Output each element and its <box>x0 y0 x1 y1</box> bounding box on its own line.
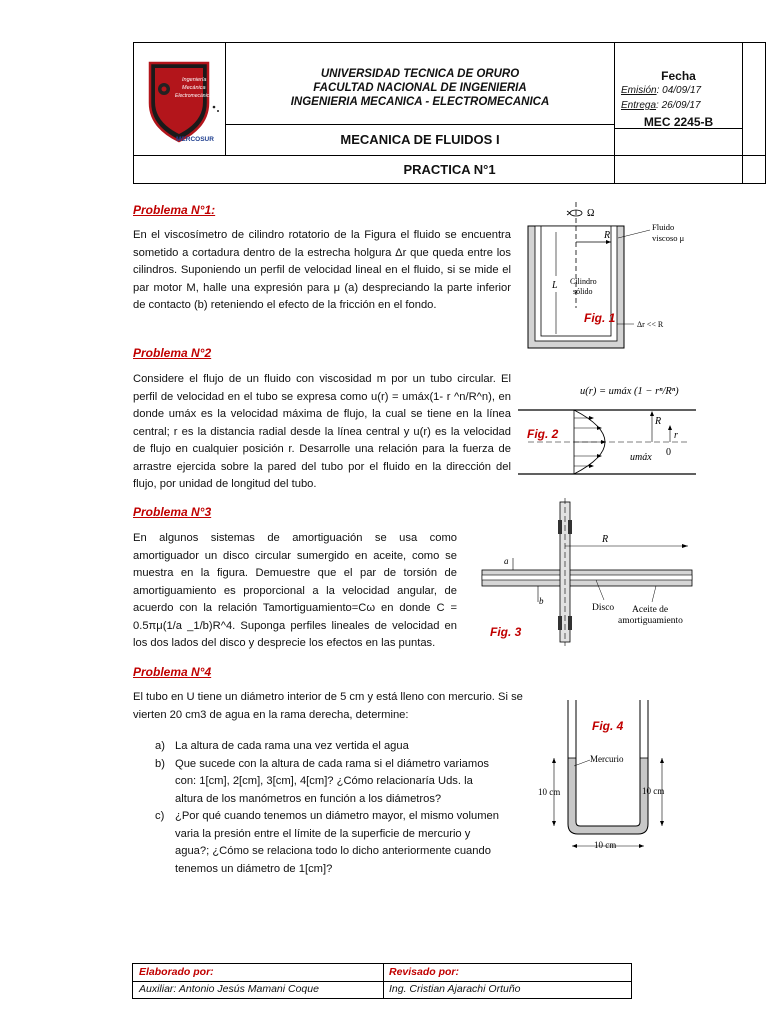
practice-title: PRACTICA N°1 <box>403 162 496 177</box>
fig3-b: b <box>539 596 544 606</box>
faculty-name: FACULTAD NACIONAL DE INGENIERIA <box>313 82 527 94</box>
problem-4-text: El tubo en U tiene un diámetro interior de 5 cm y está lleno con mercurio. Si se vierten 20 cm3 de agua en la rama derecha, determine: <box>133 691 523 721</box>
university-logo <box>136 45 222 145</box>
logo-text-3: Electromecánica <box>175 93 212 99</box>
logo-text-bottom: MERCOSUR <box>176 136 214 143</box>
figure-2-pipe-flow <box>518 374 696 492</box>
logo-text-2: Mecánica <box>182 85 206 91</box>
revisado-label: Revisado por: <box>389 966 460 978</box>
fig1-cyl2: sólido <box>573 287 593 296</box>
list-item-text: Que sucede con la altura de cada rama si el diámetro variamos con: 1[cm], 2[cm], 3[cm], 4[cm]? ¿Cómo relacionaría Uds. la altura de los manómetros en función a los diámetros? <box>175 757 490 805</box>
fig1-fluid2: viscoso μ <box>652 233 685 243</box>
emision-label: Emisión <box>621 85 657 96</box>
fig4-h-right: 10 cm <box>642 786 665 796</box>
list-item <box>155 756 503 809</box>
fecha-label: Fecha <box>661 69 696 83</box>
elaborado-label: Elaborado por: <box>139 966 214 978</box>
problem-1-text: En el viscosímetro de cilindro rotatorio de la Figura el fluido se encuentra sometido a cortadura dentro de la estrecha holgura Δr que queda entre los cilindros. Suponiendo un perfil de velocidad lineal en el fluido, si se mide el par motor M, halle una expresión para μ (a) despreciando la parte inferior de contacto (b) reteniendo el efecto de la fricción en el fondo. <box>133 229 511 311</box>
fig2-umax: umáx <box>630 452 652 463</box>
fig2-zero: 0 <box>666 447 671 458</box>
problem-4-list <box>155 738 503 878</box>
fig3-oil1: Aceite de <box>632 605 669 615</box>
fig3-a: a <box>504 556 509 566</box>
entrega-row <box>621 100 701 111</box>
fig1-cyl1: Cilindro <box>570 277 597 286</box>
fig1-R: R <box>604 230 611 241</box>
problem-1-title: Problema N°1: <box>133 203 216 217</box>
problem-2-title: Problema N°2 <box>133 346 212 360</box>
fig2-R: R <box>655 416 662 427</box>
problem-4-title: Problema N°4 <box>133 665 212 679</box>
fig2-label: Fig. 2 <box>527 427 559 441</box>
list-item-text: ¿Por qué cuando tenemos un diámetro mayor, el mismo volumen varia la presión entre el límite de la superficie de mercurio y agua?; ¿Cómo se relaciona todo lo dicho anteriormente cuando tenemos un diámetro de 1[cm]? <box>175 810 499 875</box>
figure-3-disc-damper <box>476 498 698 648</box>
entrega-value: : 26/09/17 <box>656 100 701 111</box>
fig3-disco: Disco <box>592 603 615 613</box>
fig1-omega: Ω <box>587 208 595 219</box>
header-table <box>133 42 766 184</box>
fig4-mercurio: Mercurio <box>590 754 624 764</box>
elaborado-value: Auxiliar: Antonio Jesús Mamani Coque <box>139 983 319 995</box>
fig2-r: r <box>674 430 678 441</box>
revisado-value: Ing. Cristian Ajarachi Ortuño <box>389 983 521 995</box>
problem-3-title: Problema N°3 <box>133 505 212 519</box>
fig1-gap: Δr << R <box>637 320 664 329</box>
problem-2-text: Considere el flujo de un fluido con viscosidad m por un tubo circular. El perfil de velocidad en el tubo se expresa como u(r) = umáx(1- r ^n/R^n), en donde umáx es la velocidad máxima de flujo, la cual se tiene en la línea central; r es la distancia radial desde la línea central y u(r) es la velocidad de flujo en cualquier posición r. Desarrolle una relación para la fuerza de arrastre ejercida sobre la pared del tubo por el fluido en la dirección del flujo, por unidad de longitud del tubo. <box>133 373 511 490</box>
entrega-label: Entrega <box>621 100 657 111</box>
list-marker: c) <box>155 810 165 822</box>
list-marker: a) <box>155 740 165 752</box>
course-code: MEC 2245-B <box>643 115 714 129</box>
fig1-label: Fig. 1 <box>584 311 616 325</box>
fig3-label: Fig. 3 <box>490 625 522 639</box>
list-marker: b) <box>155 757 165 770</box>
career-name: INGENIERIA MECANICA - ELECTROMECANICA <box>290 96 550 108</box>
fig4-h-left: 10 cm <box>538 787 561 797</box>
fig1-fluid1: Fluido <box>652 222 675 232</box>
fig3-R: R <box>602 534 609 545</box>
fig4-label: Fig. 4 <box>592 719 624 733</box>
emision-value: : 04/09/17 <box>656 85 702 96</box>
fig2-equation: u(r) = umáx (1 − rⁿ/Rⁿ) <box>580 386 679 397</box>
logo-text-1: Ingeniería <box>182 77 207 83</box>
figure-4-u-tube <box>528 696 698 858</box>
list-item <box>155 808 503 878</box>
problem-3-text: En algunos sistemas de amortiguación se usa como amortiguador un disco circular sumergido en aceite, como se muestra en la figura. Demuestre que el par de torsión de amortiguamiento es proporcional a la velocidad angular, de acuerdo con la relación Tamortiguamiento=Cω en donde C = 0.5πμ(1/a _1/b)R^4. Suponga perfiles lineales de velocidad en los dos lados del disco y desprecie los efectos en las puntas. <box>133 532 457 649</box>
fig3-oil2: amortiguamiento <box>618 616 683 626</box>
signature-table <box>132 963 632 999</box>
course-title: MECANICA DE FLUIDOS I <box>340 132 500 147</box>
emision-row <box>621 85 701 96</box>
figure-1-viscometer <box>526 196 692 354</box>
fig4-width: 10 cm <box>594 840 617 850</box>
list-item-text: La altura de cada rama una vez vertida el agua <box>175 740 409 752</box>
university-name: UNIVERSIDAD TECNICA DE ORURO <box>320 68 520 80</box>
fig1-L: L <box>552 280 558 291</box>
list-item <box>155 738 503 756</box>
